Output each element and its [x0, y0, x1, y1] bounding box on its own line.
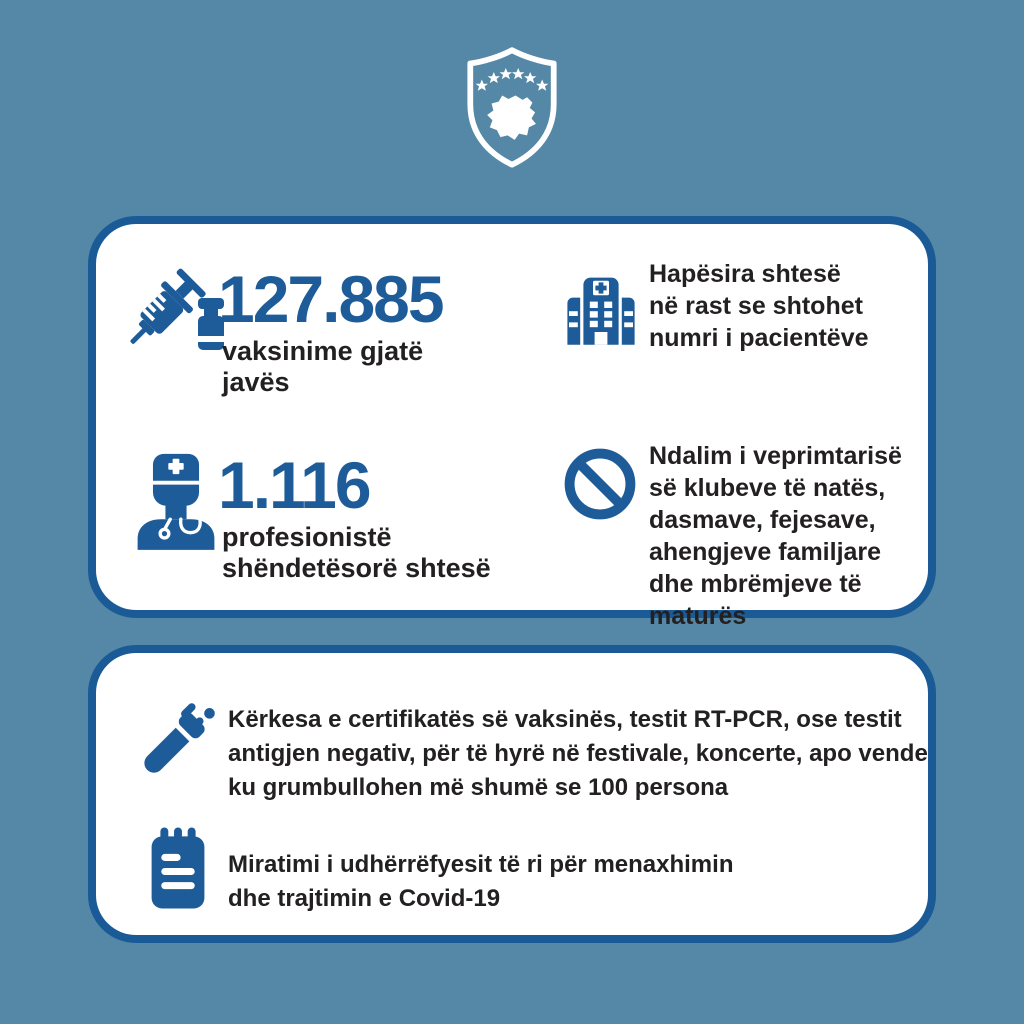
shield-stars — [476, 68, 549, 91]
hospital-icon — [561, 266, 641, 350]
stat-value-vaccinations: 127.885 — [218, 262, 443, 336]
measure-line: antigjen negativ, për të hyrë në festivale, koncerte, apo vende — [228, 740, 928, 767]
measures-card — [88, 645, 936, 943]
measure-line: Miratimi i udhërrëfyesit të ri për menaxhimin — [228, 851, 734, 878]
stat-label-professionals — [222, 522, 491, 584]
stat-label-line: shëndetësorë shtesë — [222, 553, 491, 583]
test-tube-icon — [122, 697, 222, 797]
note-line: Ndalim i veprimtarisë — [649, 442, 902, 470]
doctor-icon — [128, 448, 224, 552]
notepad-icon — [134, 821, 222, 915]
stat-label-vaccinations — [222, 336, 423, 398]
measure-line: dhe trajtimin e Covid-19 — [228, 885, 501, 912]
measure-guideline-text — [228, 848, 733, 916]
kosovo-emblem-logo — [456, 44, 568, 170]
stat-label-line: profesionistë — [222, 522, 392, 552]
note-line: dasmave, fejesave, — [649, 506, 876, 534]
note-extra-space — [649, 258, 869, 354]
note-ban-activities — [649, 440, 902, 632]
note-line: në rast se shtohet — [649, 292, 863, 320]
note-line: ahengjeve familjare — [649, 538, 882, 566]
measure-certificate-text — [228, 703, 928, 805]
stat-label-line: vaksinime gjatë — [222, 336, 424, 366]
no-entry-icon — [562, 446, 638, 522]
stat-label-line: javës — [222, 367, 290, 397]
note-line: Hapësira shtesë — [649, 260, 841, 288]
stat-value-professionals: 1.116 — [218, 448, 370, 522]
stats-card — [88, 216, 936, 630]
note-line: numri i pacientëve — [649, 324, 869, 352]
note-line: dhe mbrëmjeve të — [649, 570, 862, 598]
measure-line: Kërkesa e certifikatës së vaksinës, testit RT-PCR, ose testit — [228, 706, 902, 733]
measure-line: ku grumbullohen më shumë se 100 persona — [228, 774, 729, 801]
kosovo-map-shape — [487, 95, 536, 139]
note-line: së klubeve të natës, — [649, 474, 886, 502]
note-line: maturës — [649, 602, 747, 630]
